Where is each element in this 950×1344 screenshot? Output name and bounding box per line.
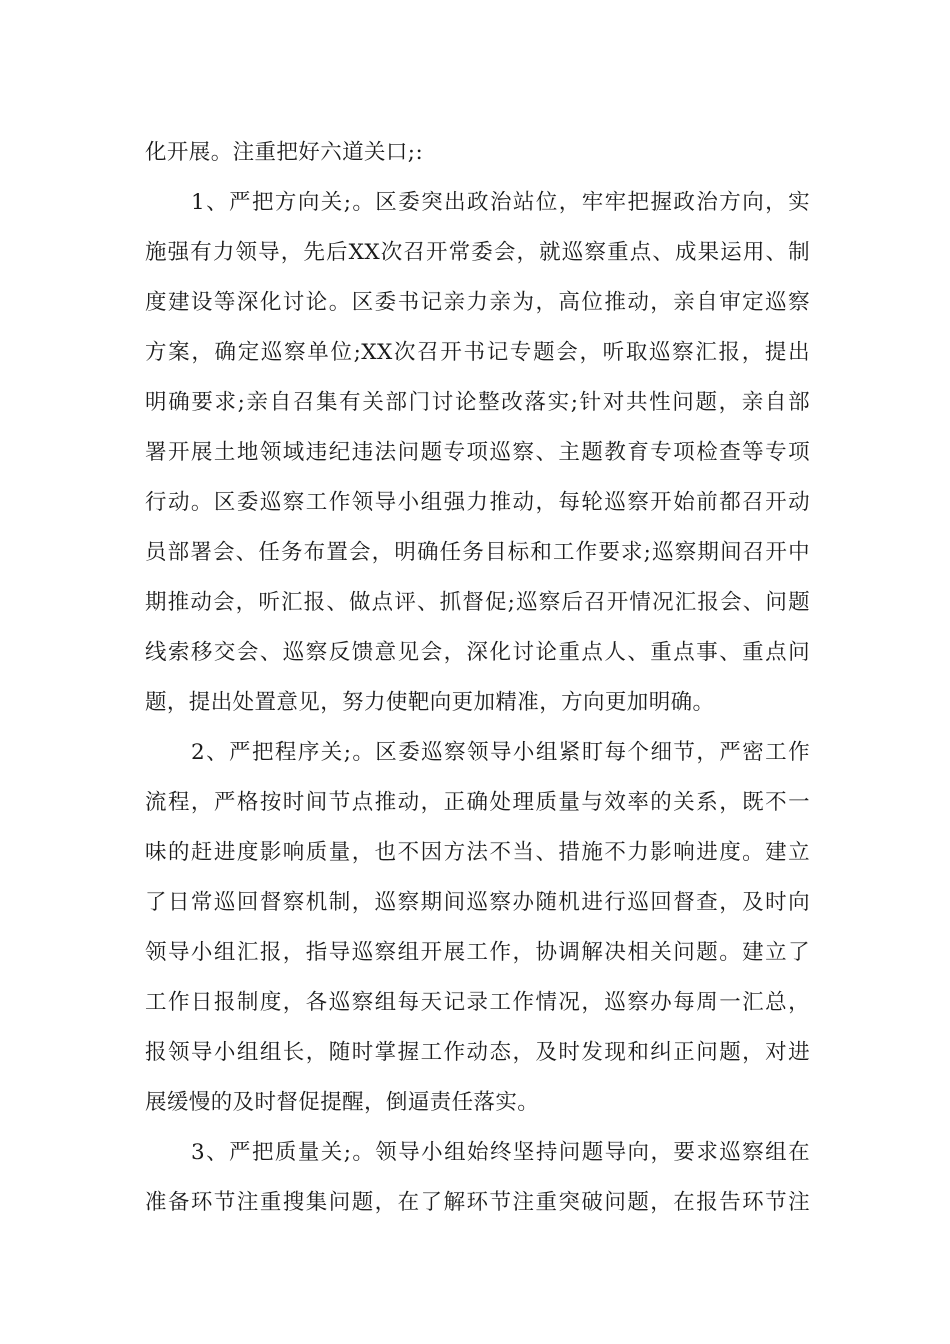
- text-line: 员部署会、任务布置会，明确任务目标和工作要求;巡察期间召开中: [145, 540, 810, 565]
- text-line: 行动。区委巡察工作领导小组强力推动，每轮巡察开始前都召开动: [145, 490, 810, 515]
- paragraph-first-line: 1、严把方向关;。区委突出政治站位，牢牢把握政治方向，实: [191, 190, 810, 215]
- text-line: 味的赶进度影响质量，也不因方法不当、措施不力影响进度。建立: [145, 840, 810, 865]
- text-line: 了日常巡回督察机制，巡察期间巡察办随机进行巡回督查，及时向: [145, 890, 810, 915]
- text-line: 题，提出处置意见，努力使靶向更加精准，方向更加明确。: [145, 690, 715, 715]
- text-line: 报领导小组组长，随时掌握工作动态，及时发现和纠正问题，对进: [145, 1040, 810, 1065]
- text-line: 期推动会，听汇报、做点评、抓督促;巡察后召开情况汇报会、问题: [145, 590, 810, 615]
- paragraph-first-line: 3、严把质量关;。领导小组始终坚持问题导向，要求巡察组在: [191, 1140, 810, 1165]
- text-line: 展缓慢的及时督促提醒，倒逼责任落实。: [145, 1090, 540, 1115]
- paragraph-first-line: 2、严把程序关;。区委巡察领导小组紧盯每个细节，严密工作: [191, 740, 810, 765]
- text-line: 署开展土地领域违纪违法问题专项巡察、主题教育专项检查等专项: [145, 440, 810, 465]
- text-line: 度建设等深化讨论。区委书记亲力亲为，高位推动，亲自审定巡察: [145, 290, 810, 315]
- text-line: 工作日报制度，各巡察组每天记录工作情况，巡察办每周一汇总，: [145, 990, 810, 1015]
- text-line: 化开展。注重把好六道关口;:: [145, 140, 424, 165]
- text-line: 线索移交会、巡察反馈意见会，深化讨论重点人、重点事、重点问: [145, 640, 810, 665]
- text-line: 明确要求;亲自召集有关部门讨论整改落实;针对共性问题，亲自部: [145, 390, 810, 415]
- text-line: 施强有力领导，先后XX次召开常委会，就巡察重点、成果运用、制: [145, 240, 810, 265]
- text-line: 准备环节注重搜集问题，在了解环节注重突破问题，在报告环节注: [145, 1190, 810, 1215]
- text-line: 流程，严格按时间节点推动，正确处理质量与效率的关系，既不一: [145, 790, 810, 815]
- text-line: 领导小组汇报，指导巡察组开展工作，协调解决相关问题。建立了: [145, 940, 810, 965]
- body-text: [145, 128, 810, 1228]
- text-line: 方案，确定巡察单位;XX次召开书记专题会，听取巡察汇报，提出: [145, 340, 810, 365]
